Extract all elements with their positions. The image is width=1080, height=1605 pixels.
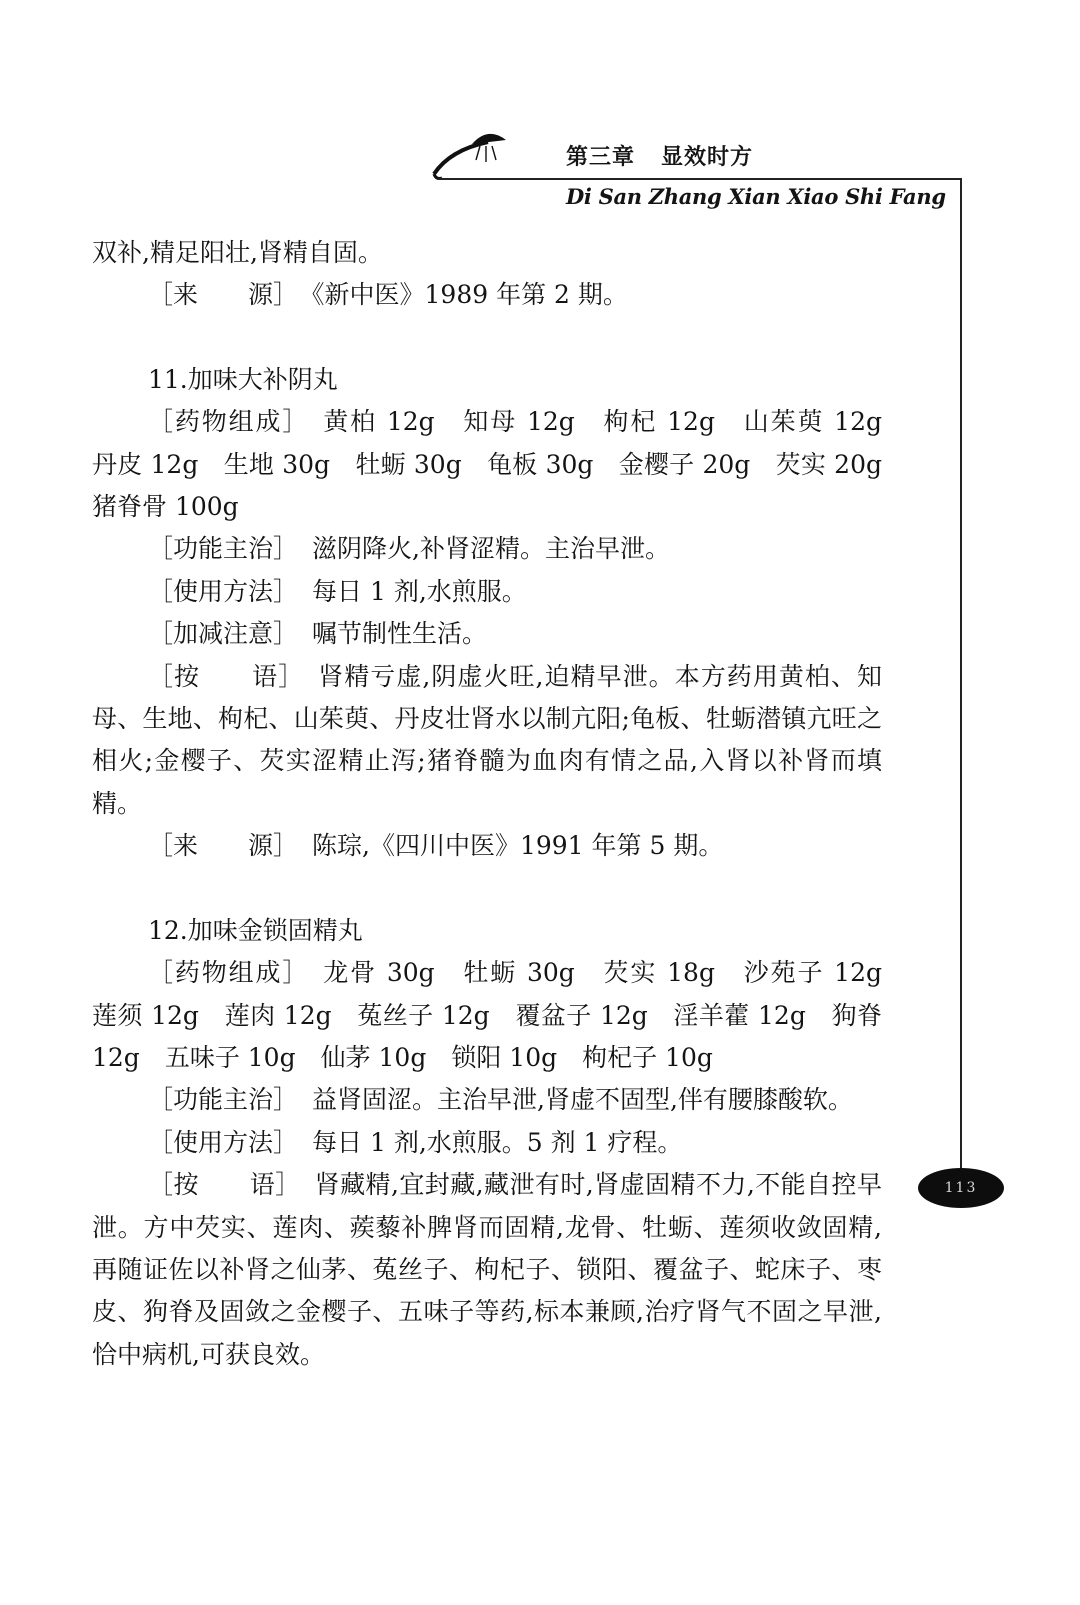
source-value: 《新中医》1989 年第 2 期。: [312, 280, 628, 310]
page-content: [92, 232, 908, 1376]
note-value: 肾精亏虚,阴虚火旺,迫精早泄。本方药用黄柏、知母、生地、枸杞、山茱萸、丹皮壮肾水以制亢阳;龟板、牡蛎潜镇亢旺之相火;金樱子、芡实涩精止泻;猪脊髓为血肉有情之品,入肾以补肾而填精。: [92, 661, 882, 818]
source-line: [92, 825, 882, 867]
note-label: ［按 语］: [148, 1170, 301, 1200]
usage-label: ［使用方法］: [148, 576, 299, 606]
function-label: ［功能主治］: [148, 534, 299, 564]
caution-label: ［加减注意］: [148, 619, 299, 649]
function-value: 益肾固涩。主治早泄,肾虚不固型,伴有腰膝酸软。: [312, 1085, 853, 1115]
composition-label: ［药物组成］: [148, 407, 310, 437]
side-rule: [960, 178, 962, 1188]
usage-paragraph: [92, 571, 882, 613]
source-label: ［来 源］: [148, 831, 299, 861]
source-line: [92, 274, 882, 316]
usage-value: 每日 1 剂,水煎服。5 剂 1 疗程。: [312, 1127, 683, 1157]
source-value: 陈琮,《四川中医》1991 年第 5 期。: [312, 831, 724, 861]
section-gap: [92, 868, 882, 910]
function-label: ［功能主治］: [148, 1085, 299, 1115]
composition-value: 黄柏 12g 知母 12g 枸杞 12g 山茱萸 12g 丹皮 12g 生地 30g 牡蛎 30g 龟板 30g 金樱子 20g 芡实 20g 猪脊骨 100g: [92, 407, 908, 522]
caution-paragraph: [92, 613, 882, 655]
usage-label: ［使用方法］: [148, 1127, 299, 1157]
recipe-title: 12.加味金锁固精丸: [148, 915, 363, 945]
composition-value: 龙骨 30g 牡蛎 30g 芡实 18g 沙苑子 12g 莲须 12g 莲肉 12g 菟丝子 12g 覆盆子 12g 淫羊藿 12g 狗脊 12g 五味子 10g 仙茅 10g 锁阳 10g 枸杞子 10g: [92, 958, 907, 1072]
function-paragraph: [92, 1079, 882, 1121]
section-gap: [92, 317, 882, 359]
note-paragraph: [92, 656, 882, 826]
chapter-pinyin: Di San Zhang Xian Xiao Shi Fang: [566, 184, 946, 209]
usage-value: 每日 1 剂,水煎服。: [312, 576, 527, 606]
continuation-text: 双补,精足阳壮,肾精自固。: [92, 238, 383, 267]
function-value: 滋阴降火,补肾涩精。主治早泄。: [312, 534, 670, 564]
note-label: ［按 语］: [148, 661, 305, 691]
chapter-title: 第三章 显效时方: [566, 144, 753, 170]
composition-paragraph: [92, 401, 908, 528]
note-value: 肾藏精,宜封藏,藏泄有时,肾虚固精不力,不能自控早泄。方中芡实、莲肉、蒺藜补脾肾而固精,龙骨、牡蛎、莲须收敛固精,再随证佐以补肾之仙茅、菟丝子、枸杞子、锁阳、覆盆子、蛇床子、枣皮、狗脊及固敛之金樱子、五味子等药,标本兼顾,治疗肾气不固之早泄,恰中病机,可获良效。: [92, 1170, 882, 1369]
page-number-tab: 113: [918, 1168, 1004, 1208]
composition-paragraph: [92, 952, 907, 1079]
note-paragraph: [92, 1164, 882, 1376]
source-label: ［来 源］: [148, 280, 299, 310]
header-rule: [438, 178, 962, 180]
caution-value: 嘱节制性生活。: [312, 619, 488, 649]
composition-label: ［药物组成］: [148, 958, 310, 988]
function-paragraph: [92, 528, 882, 570]
recipe-title: 11.加味大补阴丸: [148, 364, 338, 394]
usage-paragraph: [92, 1122, 882, 1164]
